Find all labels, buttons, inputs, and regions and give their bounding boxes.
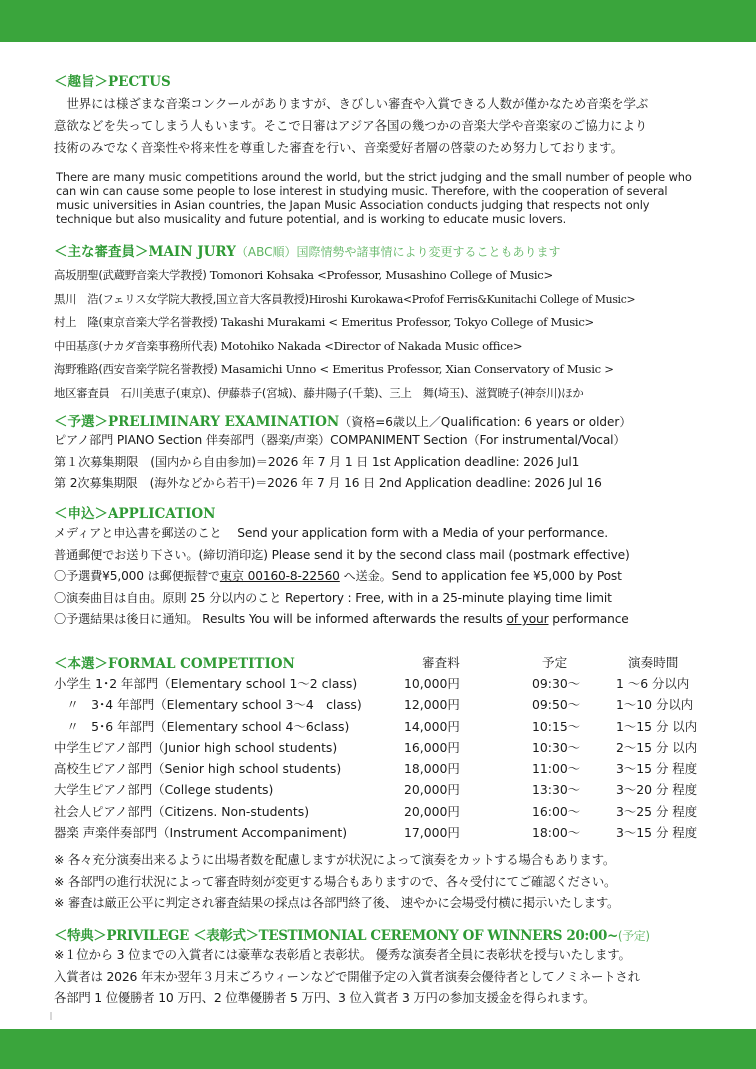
pectus-heading: ＜趣旨＞PECTUS bbox=[54, 74, 171, 90]
table-row bbox=[54, 694, 704, 715]
start-cell: 09:50～ bbox=[532, 697, 581, 713]
start-cell: 18:00～ bbox=[532, 825, 581, 841]
fee-text-en: へ送金。Send to application fee ¥5,000 by Post bbox=[339, 569, 622, 583]
fee-cell: 18,000円 bbox=[404, 761, 460, 777]
preliminary-line: 第 2次募集期限 (海外などから若干)＝2026 年 7 月 16 日 2nd Application deadline: 2026 Jul 16 bbox=[54, 476, 602, 490]
table-row bbox=[54, 800, 704, 821]
results-text: 〇予選結果は後日に通知。 Results You will be informed afterwards the results bbox=[54, 612, 507, 626]
preliminary-line: ピアノ部門 PIANO Section 伴奏部門（器楽/声楽）COMPANIMENT Section（For instrumental/Vocal） bbox=[54, 433, 626, 447]
table-row bbox=[54, 757, 704, 778]
application-line: 〇演奏曲目は自由。原則 25 分以内のこと Repertory : Free, with in a 25-minute playing time limit bbox=[54, 590, 612, 605]
privilege-line: 各部門 1 位優勝者 10 万円、2 位準優勝者 5 万円、3 位入賞者 3 万円の参加支援金を得られます。 bbox=[54, 990, 596, 1005]
section-cell: 高校生ピアノ部門（Senior high school students) bbox=[54, 761, 342, 777]
preliminary-line: 第１次募集期限 (国内から自由参加)＝2026 年 7 月 1 日 1st Application deadline: 2026 Jul1 bbox=[54, 454, 580, 469]
privilege-line: 入賞者は 2026 年末か翌年３月末ごろウィーンなどで開催予定の入賞者演奏会優待者としてノミネートされ bbox=[54, 968, 640, 984]
top-green-band bbox=[0, 0, 756, 42]
section-cell: 社会人ピアノ部門（Citizens. Non-students) bbox=[54, 803, 310, 819]
start-cell: 10:15～ bbox=[532, 718, 581, 734]
time-cell: 2～15 分 以内 bbox=[616, 739, 698, 755]
privilege-lines bbox=[54, 944, 704, 1009]
application-line bbox=[54, 609, 704, 631]
jury-member-en: Hiroshi Kurokawa<Profof Ferris&Kunitachi College of Music> bbox=[308, 292, 636, 306]
time-cell: 3～20 分 程度 bbox=[616, 782, 698, 798]
col-fee-header: 審査料 bbox=[422, 655, 460, 671]
application-section bbox=[54, 502, 704, 522]
start-cell: 09:30～ bbox=[532, 675, 581, 691]
pectus-jp-text bbox=[54, 93, 704, 159]
jury-member-en: Takashi Murakami < Emeritus Professor, Tokyo College of Music> bbox=[220, 315, 594, 330]
pectus-jp-line: 世界には様ざまな音楽コンクールがありますが、きびしい審査や入賞できる人数が僅かなため音楽を学ぶ bbox=[54, 96, 649, 111]
postal-account-number: 東京 00160-8-22560 bbox=[219, 569, 340, 583]
col-time-header: 演奏時間 bbox=[628, 655, 679, 671]
start-cell: 16:00～ bbox=[532, 803, 581, 819]
jury-member bbox=[54, 264, 704, 288]
formal-heading: ＜本選＞FORMAL COMPETITION bbox=[54, 655, 295, 672]
col-schedule-header: 予定 bbox=[542, 655, 568, 671]
privilege-heading-row bbox=[54, 924, 704, 944]
privilege-line: ※１位から 3 位までの入賞者には豪華な表彰盾と表彰状。 優秀な演奏者全員に表彰状を授与いたします。 bbox=[54, 947, 631, 962]
jury-list bbox=[54, 264, 704, 406]
time-cell: 3～25 分 程度 bbox=[616, 803, 698, 819]
time-cell: 3～15 分 程度 bbox=[616, 761, 698, 777]
application-lines bbox=[54, 523, 704, 631]
jury-member-jp: 黒川 浩(フェリス女学院大教授,国立音大客員教授) bbox=[54, 291, 309, 306]
jury-member bbox=[54, 358, 704, 382]
section-cell: 中学生ピアノ部門（Junior high school students) bbox=[54, 739, 338, 755]
pectus-jp-line: 意欲などを失ってしまう人もいます。そこで日審はアジア各国の幾つかの音楽大学や音楽家のご協力により bbox=[54, 118, 648, 133]
fee-cell: 14,000円 bbox=[404, 718, 460, 734]
application-line bbox=[54, 566, 704, 588]
fee-cell: 17,000円 bbox=[404, 825, 460, 841]
jury-member-en: Tomonori Kohsaka <Professor, Musashino College of Music> bbox=[209, 268, 553, 282]
margin-mark bbox=[50, 1012, 52, 1020]
application-heading: ＜申込＞APPLICATION bbox=[54, 506, 216, 522]
preliminary-note: （資格=6歳以上／Qualification: 6 years or older） bbox=[339, 415, 632, 429]
fee-cell: 20,000円 bbox=[404, 803, 460, 819]
formal-notes bbox=[54, 849, 704, 914]
jury-regional: 地区審査員 石川美恵子(東京)、伊藤恭子(宮城)、藤井陽子(千葉)、三上 舞(埼玉)、滋賀暁子(神奈川)ほか bbox=[54, 385, 584, 400]
table-row bbox=[54, 715, 704, 736]
start-cell: 10:30～ bbox=[532, 739, 581, 755]
pectus-section bbox=[54, 70, 704, 90]
application-line: 普通郵便でお送り下さい。(締切消印迄) Please send it by the second class mail (postmark effective) bbox=[54, 547, 630, 562]
jury-heading: ＜主な審査員＞MAIN JURY bbox=[54, 244, 236, 260]
pectus-jp-line: 技術のみでなく音楽性や将来性を尊重した審査を行い、音楽愛好者層の啓蒙のため努力しております。 bbox=[54, 140, 623, 155]
note-line: ※ 審査は厳正公平に判定され審査結果の採点は各部門終了後、 速やかに会場受付横に掲示いたします。 bbox=[54, 895, 620, 910]
jury-member-en: Motohiko Nakada <Director of Nakada Music office> bbox=[220, 338, 523, 353]
time-cell: 1～10 分以内 bbox=[616, 697, 694, 713]
section-cell: 器楽 声楽伴奏部門（Instrument Accompaniment) bbox=[54, 825, 348, 841]
fee-cell: 12,000円 bbox=[404, 697, 460, 713]
table-row bbox=[54, 736, 704, 757]
jury-member bbox=[54, 288, 704, 312]
start-cell: 11:00～ bbox=[532, 761, 581, 777]
fee-text: 〇予選費¥5,000 は郵便振替で bbox=[54, 569, 220, 583]
jury-member bbox=[54, 335, 704, 359]
jury-member bbox=[54, 311, 704, 335]
jury-section bbox=[54, 240, 704, 260]
jury-heading-row bbox=[54, 240, 704, 260]
table-row bbox=[54, 821, 704, 842]
bottom-green-band bbox=[0, 1029, 756, 1069]
section-cell: 大学生ピアノ部門（College students) bbox=[54, 782, 274, 798]
pectus-en-text: There are many music competitions around the world, but the strict judging and the small number of people who can win can cause some people to lose interest in studying music. Therefore, with the cooperation of several music universities in Asian countries, the Japan Music Association conducts judging that respects not only technique but also musicality and future potential, and is working to educate music lovers. bbox=[56, 170, 692, 226]
privilege-heading: ＜特典＞PRIVILEGE ＜表彰式＞TESTIMONIAL CEREMONY OF WINNERS 20:00~ bbox=[54, 928, 618, 944]
jury-member-en: Masamichi Unno < Emeritus Professor, Xian Conservatory of Music > bbox=[220, 362, 614, 377]
table-header-row bbox=[54, 651, 704, 672]
formal-competition-table bbox=[54, 651, 704, 843]
fee-cell: 20,000円 bbox=[404, 782, 460, 798]
note-line: ※ 各々充分演奏出来るように出場者数を配慮しますが状況によって演奏をカットする場合もあります。 bbox=[54, 852, 616, 867]
jury-member-jp: 高坂朋聖(武蔵野音楽大学教授) bbox=[54, 268, 207, 282]
jury-note: （ABC順）国際情勢や諸事情により変更することもあります bbox=[235, 245, 561, 259]
fee-cell: 10,000円 bbox=[404, 675, 460, 691]
results-underlined: of your bbox=[506, 612, 549, 626]
time-cell: 1 ～6 分以内 bbox=[616, 675, 690, 691]
results-text-end: performance bbox=[548, 612, 629, 626]
section-cell: 小学生 1･2 年部門（Elementary school 1～2 class) bbox=[54, 675, 358, 691]
jury-member-jp: 村上 隆(東京音楽大学名誉教授) bbox=[54, 315, 218, 330]
jury-member-jp: 海野雅路(西安音楽学院名誉教授) bbox=[54, 362, 218, 377]
note-line: ※ 各部門の進行状況によって審査時刻が変更する場合もありますので、各々受付にてご確認ください。 bbox=[54, 873, 617, 889]
preliminary-section bbox=[54, 410, 704, 430]
section-cell: 〃 3･4 年部門（Elementary school 3～4 class) bbox=[54, 697, 362, 713]
preliminary-heading: ＜予選＞PRELIMINARY EXAMINATION bbox=[54, 414, 340, 430]
table-row bbox=[54, 779, 704, 800]
fee-cell: 16,000円 bbox=[404, 739, 460, 755]
section-cell: 〃 5･6 年部門（Elementary school 4～6class) bbox=[54, 718, 350, 734]
time-cell: 3～15 分 程度 bbox=[616, 825, 698, 841]
preliminary-lines bbox=[54, 430, 704, 495]
jury-member-jp: 中田基彦(ナカダ音楽事務所代表) bbox=[54, 338, 218, 353]
time-cell: 1～15 分 以内 bbox=[616, 718, 698, 734]
preliminary-heading-row bbox=[54, 410, 704, 430]
privilege-section bbox=[54, 924, 704, 944]
privilege-heading-note: (予定) bbox=[617, 929, 650, 943]
application-line: メディアと申込書を郵送のこと Send your application form with a Media of your performance. bbox=[54, 526, 608, 540]
table-row bbox=[54, 672, 704, 693]
start-cell: 13:30～ bbox=[532, 782, 581, 798]
